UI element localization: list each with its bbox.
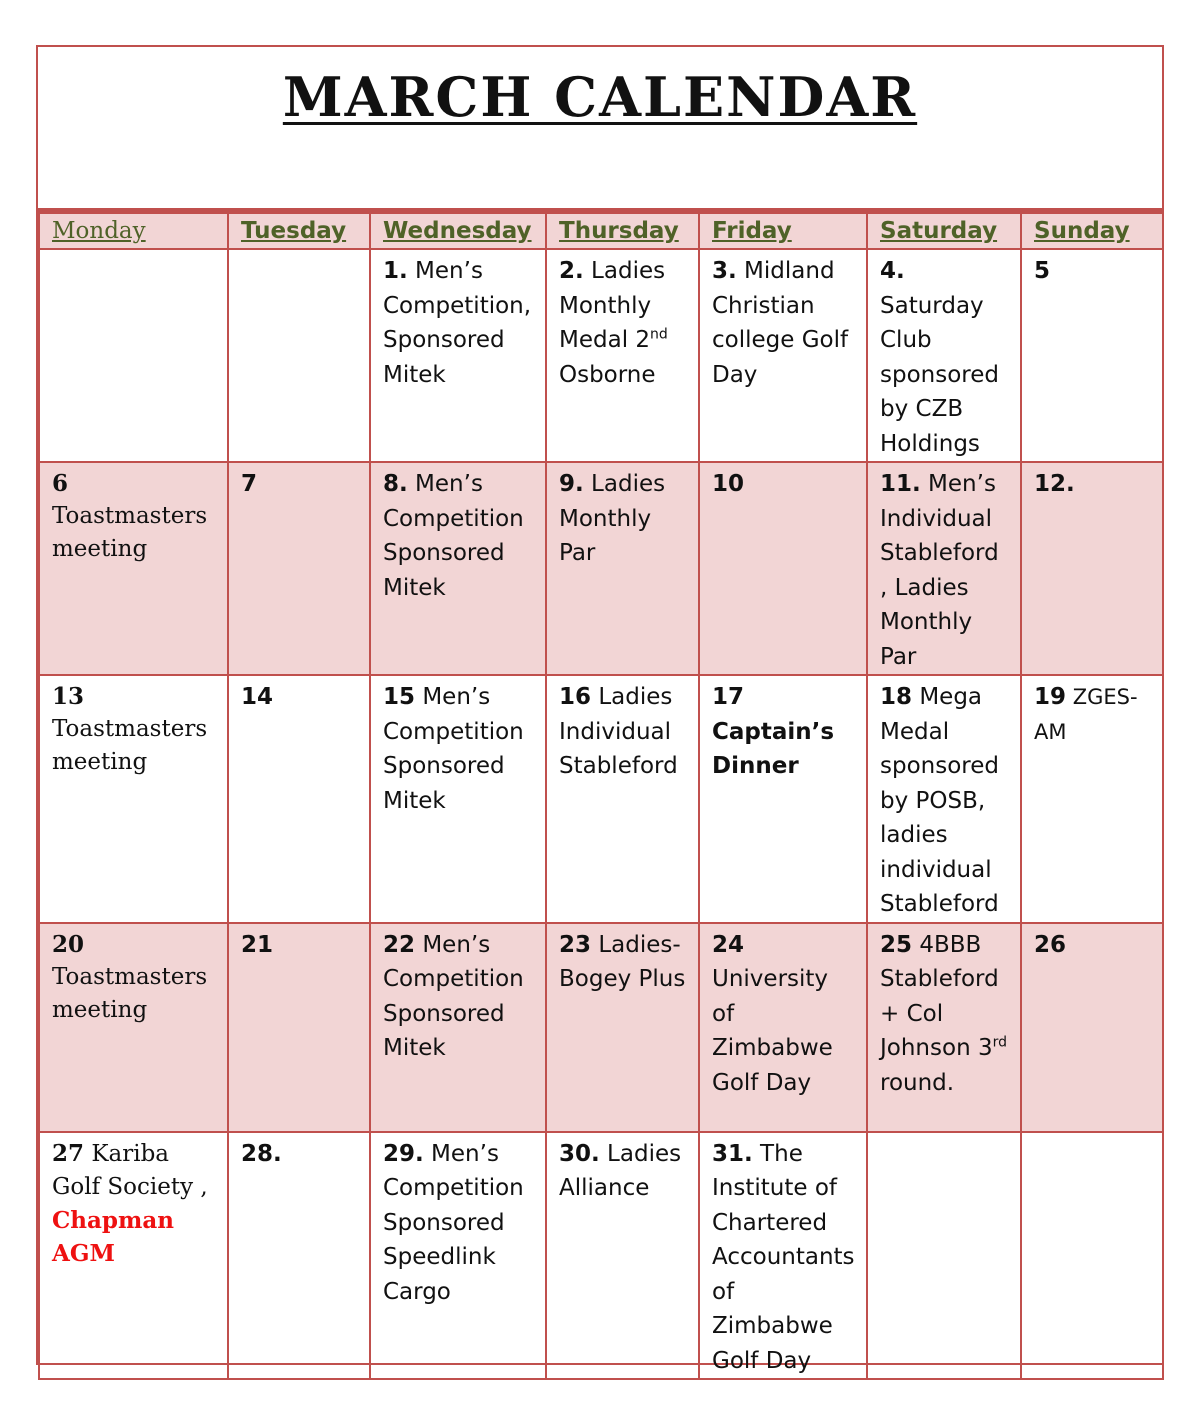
week-row-2: [39, 462, 1163, 675]
calendar-frame: [36, 45, 1164, 1374]
day-cell-empty: [1021, 1132, 1163, 1380]
header-tuesday: Tuesday: [228, 213, 370, 249]
day-cell-2: 2. Ladies Monthly Medal 2nd Osborne: [546, 249, 699, 462]
day-cell-3: 3. Midland Christian college Golf Day: [699, 249, 867, 462]
weekday-header-row: [39, 213, 1163, 249]
day-cell-empty: [867, 1132, 1021, 1380]
day-cell-10: 10: [699, 462, 867, 675]
day-cell-12: 12.: [1021, 462, 1163, 675]
day-cell-1: 1. Men’s Competition, Sponsored Mitek: [370, 249, 546, 462]
day-cell-18: 18 Mega Medal sponsored by POSB, ladies individual Stableford: [867, 675, 1021, 923]
day-cell-27: 27 Kariba Golf Society , Chapman AGM: [39, 1132, 228, 1380]
day-cell-26: 26: [1021, 923, 1163, 1132]
title-area: [38, 47, 1162, 212]
day-cell-31: 31. The Institute of Chartered Accountants of Zimbabwe Golf Day: [699, 1132, 867, 1380]
day-cell-7: 7: [228, 462, 370, 675]
day-cell-9: 9. Ladies Monthly Par: [546, 462, 699, 675]
day-cell-23: 23 Ladies-Bogey Plus: [546, 923, 699, 1132]
day-cell-empty: [228, 249, 370, 462]
week-row-1: [39, 249, 1163, 462]
header-wednesday: Wednesday: [370, 213, 546, 249]
day-cell-16: 16 Ladies Individual Stableford: [546, 675, 699, 923]
day-cell-14: 14: [228, 675, 370, 923]
day-cell-19: 19 ZGES-AM: [1021, 675, 1163, 923]
header-sunday: Sunday: [1021, 213, 1163, 249]
day-cell-4: 4. Saturday Club sponsored by CZB Holdings: [867, 249, 1021, 462]
day-cell-24: 24 University of Zimbabwe Golf Day: [699, 923, 867, 1132]
day-cell-11: 11. Men’s Individual Stableford , Ladies Monthly Par: [867, 462, 1021, 675]
day-cell-28: 28.: [228, 1132, 370, 1380]
day-cell-22: 22 Men’s Competition Sponsored Mitek: [370, 923, 546, 1132]
week-row-3: [39, 675, 1163, 923]
day-cell-20: 20 Toastmasters meeting: [39, 923, 228, 1132]
header-thursday: Thursday: [546, 213, 699, 249]
calendar-table: [38, 212, 1164, 1380]
header-friday: Friday: [699, 213, 867, 249]
day-cell-29: 29. Men’s Competition Sponsored Speedlink Cargo: [370, 1132, 546, 1380]
day-cell-17: 17 Captain’s Dinner: [699, 675, 867, 923]
week-row-5: [39, 1132, 1163, 1380]
day-cell-6: 6 Toastmasters meeting: [39, 462, 228, 675]
day-cell-empty: [39, 249, 228, 462]
day-cell-30: 30. Ladies Alliance: [546, 1132, 699, 1380]
day-cell-21: 21: [228, 923, 370, 1132]
day-cell-8: 8. Men’s Competition Sponsored Mitek: [370, 462, 546, 675]
day-cell-25: 25 4BBB Stableford + Col Johnson 3rd round.: [867, 923, 1021, 1132]
day-cell-5: 5: [1021, 249, 1163, 462]
week-row-4: [39, 923, 1163, 1132]
header-monday: Monday: [39, 213, 228, 249]
page-title: MARCH CALENDAR: [282, 65, 918, 129]
day-cell-15: 15 Men’s Competition Sponsored Mitek: [370, 675, 546, 923]
header-saturday: Saturday: [867, 213, 1021, 249]
day-cell-13: 13 Toastmasters meeting: [39, 675, 228, 923]
